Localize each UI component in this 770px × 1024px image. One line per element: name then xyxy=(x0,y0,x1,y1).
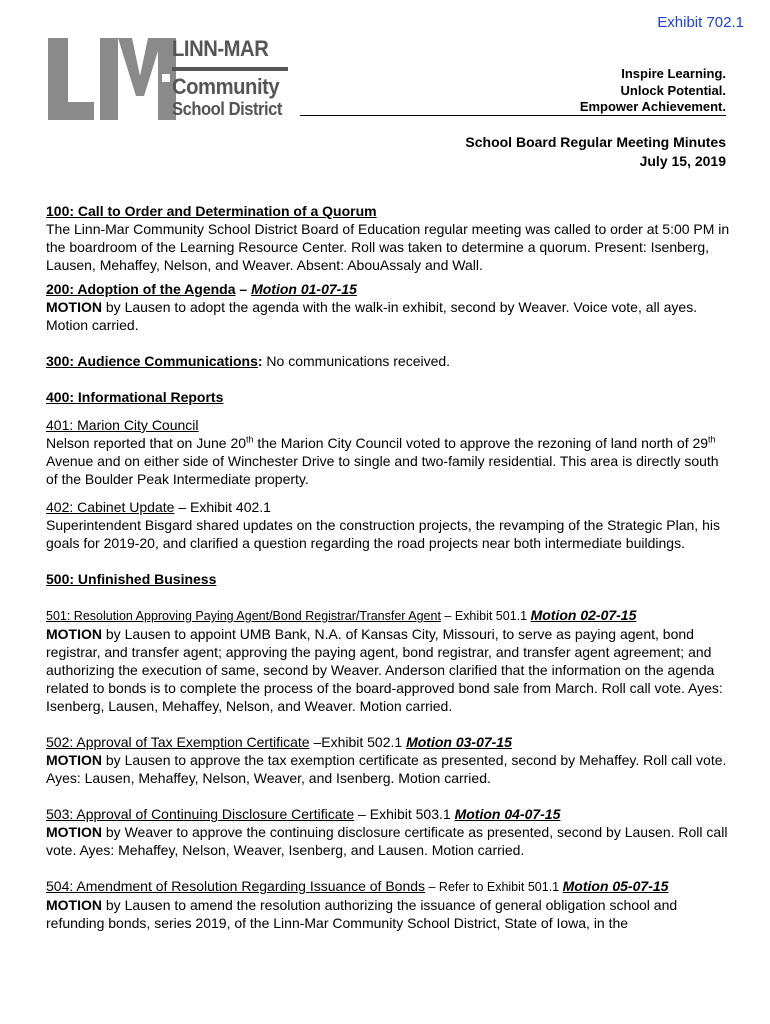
section-401-heading: 401: Marion City Council xyxy=(46,417,199,433)
section-402-body: Superintendent Bisgard shared updates on the construction projects, the revamping of the Strategic Plan, his goals for 2019-20, and clarified a question regarding the road projects near both intermediate buildings. xyxy=(46,517,720,551)
minutes-body xyxy=(46,202,730,932)
section-200-body xyxy=(46,298,730,334)
title-date: July 15, 2019 xyxy=(639,153,726,169)
exhibit-ref: – Exhibit 501.1 xyxy=(440,609,531,623)
section-504-heading-line xyxy=(46,877,730,896)
section-300 xyxy=(46,352,730,370)
section-401-body xyxy=(46,434,730,488)
section-402-heading-line xyxy=(46,498,730,516)
motion-text: by Lausen to approve the tax exemption certificate as presented, second by Mehaffey. Roll call vote. Ayes: Lausen, Mehaffey, Nelson, Weaver, and Isenberg. Motion carried. xyxy=(46,752,727,786)
section-300-heading: 300: Audience Communications xyxy=(46,353,258,369)
text-part: Nelson reported that on June 20 xyxy=(46,435,247,451)
district-logo xyxy=(48,36,298,122)
section-501-heading: 501: Resolution Approving Paying Agent/Bond Registrar/Transfer Agent xyxy=(46,609,441,623)
motion-reference: Motion 05-07-15 xyxy=(562,878,669,894)
header-rule xyxy=(300,115,726,116)
motion-reference: Motion 04-07-15 xyxy=(454,806,561,822)
exhibit-ref: –Exhibit 502.1 xyxy=(309,734,407,750)
title-line: School Board Regular Meeting Minutes xyxy=(465,134,726,150)
motion-text: by Weaver to approve the continuing disclosure certificate as presented, second by Lausen. Roll call vote. Ayes: Mehaffey, Nelson, Weaver, Isenberg, and Lausen. Motion carried. xyxy=(46,824,728,858)
motion-text: by Lausen to appoint UMB Bank, N.A. of Kansas City, Missouri, to serve as paying agent, bond registrar, and transfer agent; approving the paying agent, bond registrar, and transfer agent agreement; and authorizing the execution of same, second by Weaver. Anderson clarified that the information on the agenda related to bonds is to complete the process of the board-approved bond sale from March. Roll call vote. Ayes: Isenberg, Lausen, Mehaffey, Nelson, and Weaver. Motion carried. xyxy=(46,626,723,714)
section-200-heading-line xyxy=(46,280,730,298)
motion-reference: Motion 01-07-15 xyxy=(251,281,357,297)
section-503-body xyxy=(46,823,730,859)
exhibit-ref: – Refer to Exhibit 501.1 xyxy=(425,880,563,894)
text-part: Avenue and on either side of Winchester Drive to single and two-family residential. This area is directly south of the Boulder Peak Intermediate property. xyxy=(46,453,719,487)
exhibit-ref: – Exhibit 402.1 xyxy=(174,499,271,515)
tagline-line: Empower Achievement. xyxy=(579,99,726,114)
motion-word: MOTION xyxy=(46,752,102,768)
logo-line1: LINN-MAR xyxy=(172,36,269,61)
section-502-heading-line xyxy=(46,733,730,751)
section-300-body: No communications received. xyxy=(262,353,451,369)
motion-word: MOTION xyxy=(46,299,102,315)
motion-word: MOTION xyxy=(46,824,102,840)
section-402-heading: 402: Cabinet Update xyxy=(46,499,175,515)
section-502-heading: 502: Approval of Tax Exemption Certificate xyxy=(46,734,310,750)
section-504-heading: 504: Amendment of Resolution Regarding Issuance of Bonds xyxy=(46,878,426,894)
logo-divider xyxy=(172,67,288,71)
section-500-heading: 500: Unfinished Business xyxy=(46,571,217,587)
exhibit-ref: – Exhibit 503.1 xyxy=(354,806,455,822)
motion-text: by Lausen to amend the resolution authorizing the issuance of general obligation school and refunding bonds, series 2019, of the Linn-Mar Community School District, State of Iowa, in the xyxy=(46,897,678,931)
section-501-body xyxy=(46,625,730,715)
motion-word: MOTION xyxy=(46,626,102,642)
document-title xyxy=(465,133,726,171)
section-503-heading: 503: Approval of Continuing Disclosure Certificate xyxy=(46,806,355,822)
section-400-heading: 400: Informational Reports xyxy=(46,389,224,405)
section-504-body xyxy=(46,896,730,932)
superscript: th xyxy=(246,434,254,445)
exhibit-label: Exhibit 702.1 xyxy=(657,14,744,31)
tagline-line: Inspire Learning. xyxy=(621,66,726,81)
tagline-line: Unlock Potential. xyxy=(620,82,726,98)
superscript: th xyxy=(708,434,716,445)
motion-text: by Lausen to adopt the agenda with the walk-in exhibit, second by Weaver. Voice vote, all ayes. Motion carried. xyxy=(46,299,698,333)
colon: : xyxy=(257,353,263,369)
logo-line3: School District xyxy=(172,99,282,119)
text-part: the Marion City Council voted to approve the rezoning of land north of 29 xyxy=(253,435,709,451)
motion-reference: Motion 02-07-15 xyxy=(530,607,637,623)
section-501-heading-line xyxy=(46,606,730,625)
section-100-body: The Linn-Mar Community School District Board of Education regular meeting was called to order at 5:00 PM in the boardroom of the Learning Resource Center. Roll was taken to determine a quorum. Present: Isenberg, Lausen, Mehaffey, Nelson, and Weaver. Absent: AbouAssaly and Wall. xyxy=(46,221,730,273)
section-100-heading: 100: Call to Order and Determination of a Quorum xyxy=(46,203,377,219)
motion-word: MOTION xyxy=(46,897,102,913)
dash: – xyxy=(235,281,252,297)
section-200-heading: 200: Adoption of the Agenda xyxy=(46,281,236,297)
section-502-body xyxy=(46,751,730,787)
logo-line2: Community xyxy=(172,74,280,99)
tagline xyxy=(580,66,726,116)
section-503-heading-line xyxy=(46,805,730,823)
motion-reference: Motion 03-07-15 xyxy=(406,734,512,750)
